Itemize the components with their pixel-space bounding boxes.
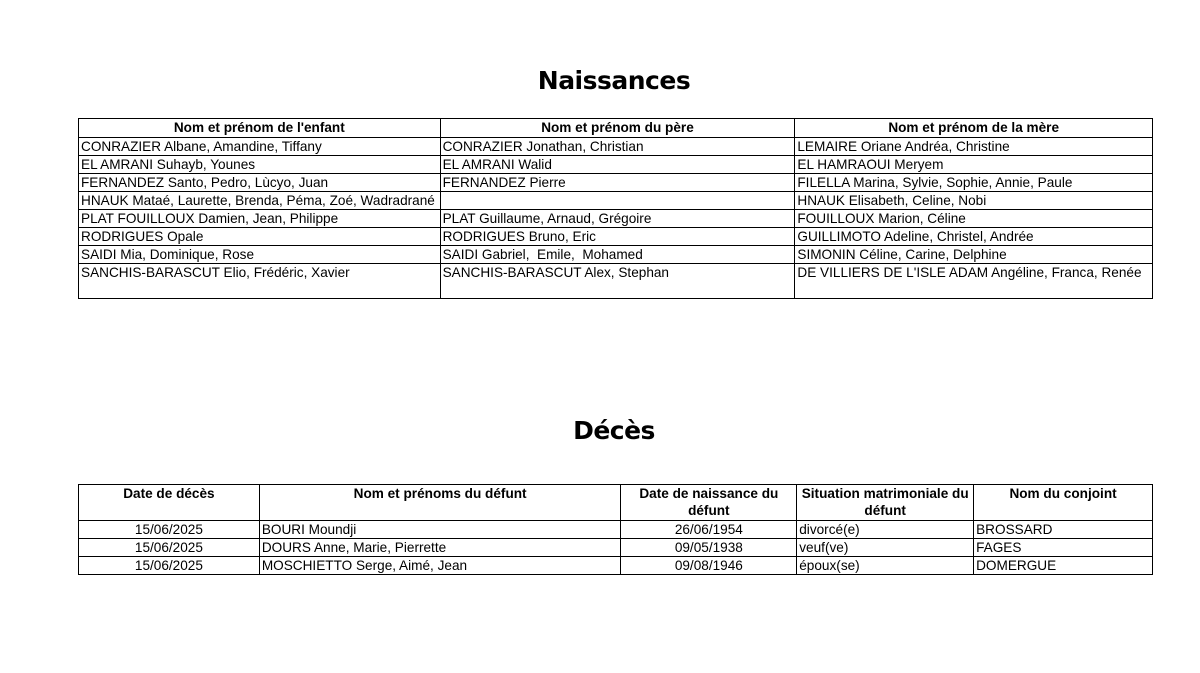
cell-enfant: PLAT FOUILLOUX Damien, Jean, Philippe — [79, 210, 441, 228]
table-row — [79, 539, 1153, 557]
header-date-naissance: Date de naissance du défunt — [621, 485, 797, 521]
cell-pere: PLAT Guillaume, Arnaud, Grégoire — [440, 210, 795, 228]
header-situation: Situation matrimoniale du défunt — [797, 485, 974, 521]
cell-enfant: RODRIGUES Opale — [79, 228, 441, 246]
deces-table — [78, 484, 1153, 575]
naissances-header-row — [79, 119, 1153, 138]
table-row — [79, 557, 1153, 575]
cell-date-naissance: 09/08/1946 — [621, 557, 797, 575]
table-row — [79, 138, 1153, 156]
header-nom-defunt: Nom et prénoms du défunt — [259, 485, 621, 521]
cell-mere: GUILLIMOTO Adeline, Christel, Andrée — [795, 228, 1153, 246]
cell-pere — [440, 192, 795, 210]
table-row — [79, 264, 1153, 299]
header-enfant: Nom et prénom de l'enfant — [79, 119, 441, 138]
header-mere: Nom et prénom de la mère — [795, 119, 1153, 138]
cell-nom-defunt: DOURS Anne, Marie, Pierrette — [259, 539, 621, 557]
cell-mere: HNAUK Elisabeth, Celine, Nobi — [795, 192, 1153, 210]
cell-nom-defunt: MOSCHIETTO Serge, Aimé, Jean — [259, 557, 621, 575]
cell-situation: époux(se) — [797, 557, 974, 575]
cell-mere: FILELLA Marina, Sylvie, Sophie, Annie, Paule — [795, 174, 1153, 192]
deces-header-row — [79, 485, 1153, 521]
cell-situation: divorcé(e) — [797, 521, 974, 539]
cell-enfant: SAIDI Mia, Dominique, Rose — [79, 246, 441, 264]
cell-pere: RODRIGUES Bruno, Eric — [440, 228, 795, 246]
cell-pere: FERNANDEZ Pierre — [440, 174, 795, 192]
cell-mere: EL HAMRAOUI Meryem — [795, 156, 1153, 174]
cell-conjoint: BROSSARD — [974, 521, 1153, 539]
naissances-title: Naissances — [537, 66, 691, 95]
cell-pere: SAIDI Gabriel, Emile, Mohamed — [440, 246, 795, 264]
table-row — [79, 156, 1153, 174]
cell-pere: SANCHIS-BARASCUT Alex, Stephan — [440, 264, 795, 299]
header-pere: Nom et prénom du père — [440, 119, 795, 138]
cell-nom-defunt: BOURI Moundji — [259, 521, 621, 539]
table-row — [79, 174, 1153, 192]
cell-date-naissance: 26/06/1954 — [621, 521, 797, 539]
header-conjoint: Nom du conjoint — [974, 485, 1153, 521]
table-row — [79, 246, 1153, 264]
table-row — [79, 210, 1153, 228]
cell-mere: LEMAIRE Oriane Andréa, Christine — [795, 138, 1153, 156]
cell-mere: FOUILLOUX Marion, Céline — [795, 210, 1153, 228]
header-date-deces: Date de décès — [79, 485, 260, 521]
cell-situation: veuf(ve) — [797, 539, 974, 557]
cell-date-deces: 15/06/2025 — [79, 557, 260, 575]
table-row — [79, 521, 1153, 539]
cell-enfant: CONRAZIER Albane, Amandine, Tiffany — [79, 138, 441, 156]
cell-enfant: HNAUK Mataé, Laurette, Brenda, Péma, Zoé, Wadradrané — [79, 192, 441, 210]
table-row — [79, 192, 1153, 210]
naissances-table — [78, 118, 1153, 299]
cell-conjoint: FAGES — [974, 539, 1153, 557]
table-row — [79, 228, 1153, 246]
cell-date-deces: 15/06/2025 — [79, 539, 260, 557]
cell-date-naissance: 09/05/1938 — [621, 539, 797, 557]
cell-pere: CONRAZIER Jonathan, Christian — [440, 138, 795, 156]
cell-mere: SIMONIN Céline, Carine, Delphine — [795, 246, 1153, 264]
cell-mere: DE VILLIERS DE L'ISLE ADAM Angéline, Franca, Renée — [795, 264, 1153, 299]
cell-pere: EL AMRANI Walid — [440, 156, 795, 174]
cell-enfant: EL AMRANI Suhayb, Younes — [79, 156, 441, 174]
cell-conjoint: DOMERGUE — [974, 557, 1153, 575]
cell-enfant: FERNANDEZ Santo, Pedro, Lùcyo, Juan — [79, 174, 441, 192]
deces-title: Décès — [573, 416, 655, 445]
cell-enfant: SANCHIS-BARASCUT Elio, Frédéric, Xavier — [79, 264, 441, 299]
cell-date-deces: 15/06/2025 — [79, 521, 260, 539]
